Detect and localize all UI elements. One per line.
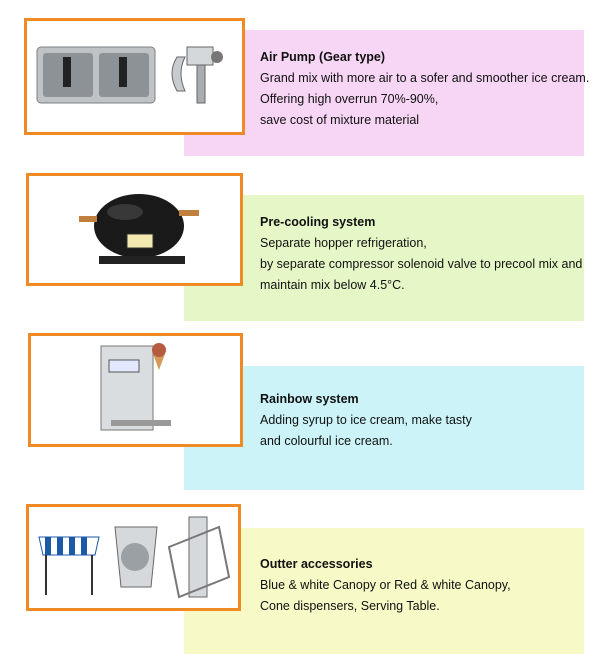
section-line: Grand mix with more air to a sofer and smoother ice cream.	[260, 71, 590, 85]
section-line: Separate hopper refrigeration,	[260, 236, 427, 250]
section-line: save cost of mixture material	[260, 113, 420, 127]
product-photo-frame	[24, 18, 245, 135]
sink-and-pump-icon	[27, 21, 242, 132]
product-photo-frame	[28, 333, 243, 447]
section-line: by separate compressor solenoid valve to precool mix and	[260, 257, 583, 271]
section-line: and colourful ice cream.	[260, 434, 393, 448]
section-line: Blue & white Canopy or Red & white Canopy,	[260, 578, 511, 592]
section-line: maintain mix below 4.5°C.	[260, 278, 405, 292]
section-title: Outter accessories	[260, 557, 373, 571]
section-line: Adding syrup to ice cream, make tasty	[260, 413, 472, 427]
product-photo-frame	[26, 173, 243, 286]
product-photo-frame	[26, 504, 241, 611]
section-title: Pre-cooling system	[260, 215, 376, 229]
section-line: Cone dispensers, Serving Table.	[260, 599, 440, 613]
section-title: Rainbow system	[260, 392, 359, 406]
section-title: Air Pump (Gear type)	[260, 50, 386, 64]
section-line: Offering high overrun 70%-90%,	[260, 92, 439, 106]
syrup-machine-icon	[31, 336, 240, 444]
compressor-icon	[29, 176, 240, 283]
accessories-icon	[29, 507, 238, 608]
